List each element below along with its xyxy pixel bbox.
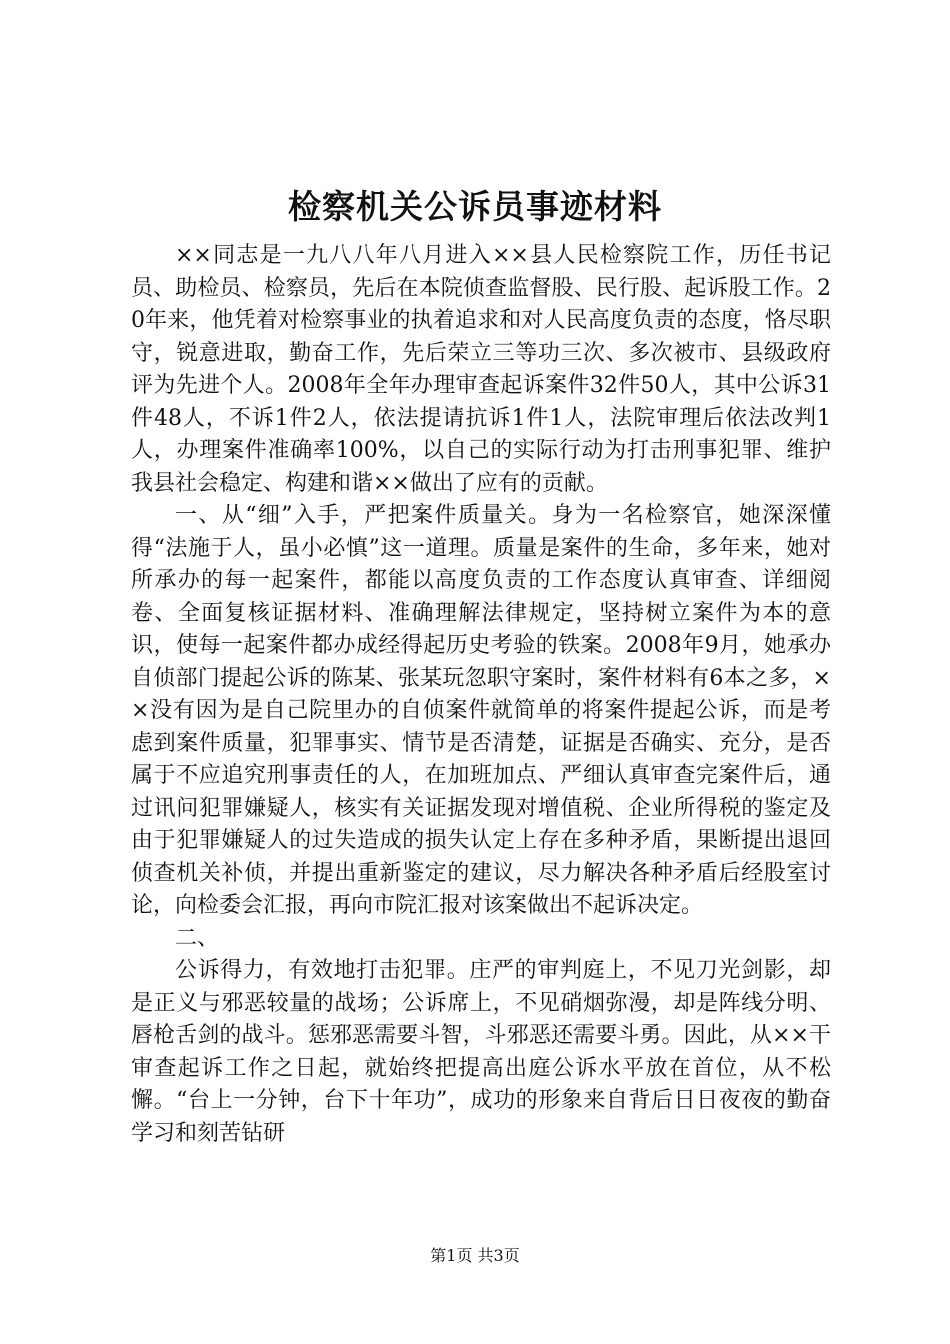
paragraph-section-2-heading: 二、 <box>175 925 220 951</box>
paragraph-section-2: 公诉得力，有效地打击犯罪。庄严的审判庭上，不见刀光剑影，却是正义与邪恶较量的战场；公诉席上，不见硝烟弥漫，却是阵线分明、唇枪舌剑的战斗。惩邪恶需要斗智，斗邪恶还需要斗勇。因此，从××干审查起诉工作之日起，就始终把提高出庭公诉水平放在首位，从不松懈。“台上一分钟，台下十年功”，成功的形象来自背后日日夜夜的勤奋学习和刻苦钻研 <box>131 958 831 1146</box>
page-number-footer: 第1页 共3页 <box>430 1246 520 1265</box>
document-body <box>131 240 831 1150</box>
paragraph-section-1: 一、从“细”入手，严把案件质量关。身为一名检察官，她深深懂得“法施于人，虽小必慎”这一道理。质量是案件的生命，多年来，她对所承办的每一起案件，都能以高度负责的工作态度认真审查、详细阅卷、全面复核证据材料、准确理解法律规定，坚持树立案件为本的意识，使每一起案件都办成经得起历史考验的铁案。2008年9月，她承办自侦部门提起公诉的陈某、张某玩忽职守案时，案件材料有6本之多，××没有因为是自己院里办的自侦案件就简单的将案件提起公诉，而是考虑到案件质量，犯罪事实、情节是否清楚，证据是否确实、充分，是否属于不应追究刑事责任的人，在加班加点、严细认真审查完案件后，通过讯问犯罪嫌疑人，核实有关证据发现对增值税、企业所得税的鉴定及由于犯罪嫌疑人的过失造成的损失认定上存在多种矛盾，果断提出退回侦查机关补侦，并提出重新鉴定的建议，尽力解决各种矛盾后经股室讨论，向检委会汇报，再向市院汇报对该案做出不起诉决定。 <box>131 503 831 918</box>
document-title: 检察机关公诉员事迹材料 <box>288 187 662 226</box>
paragraph-intro: ××同志是一九八八年八月进入××县人民检察院工作，历任书记员、助检员、检察员，先后在本院侦查监督股、民行股、起诉股工作。20年来，他凭着对检察事业的执着追求和对人民高度负责的态度，恪尽职守，锐意进取，勤奋工作，先后荣立三等功三次、多次被市、县级政府评为先进个人。2008年全年办理审查起诉案件32件50人，其中公诉31件48人，不诉1件2人，依法提请抗诉1件1人，法院审理后依法改判1人，办理案件准确率100%，以自己的实际行动为打击刑事犯罪、维护我县社会稳定、构建和谐××做出了应有的贡献。 <box>131 243 831 496</box>
